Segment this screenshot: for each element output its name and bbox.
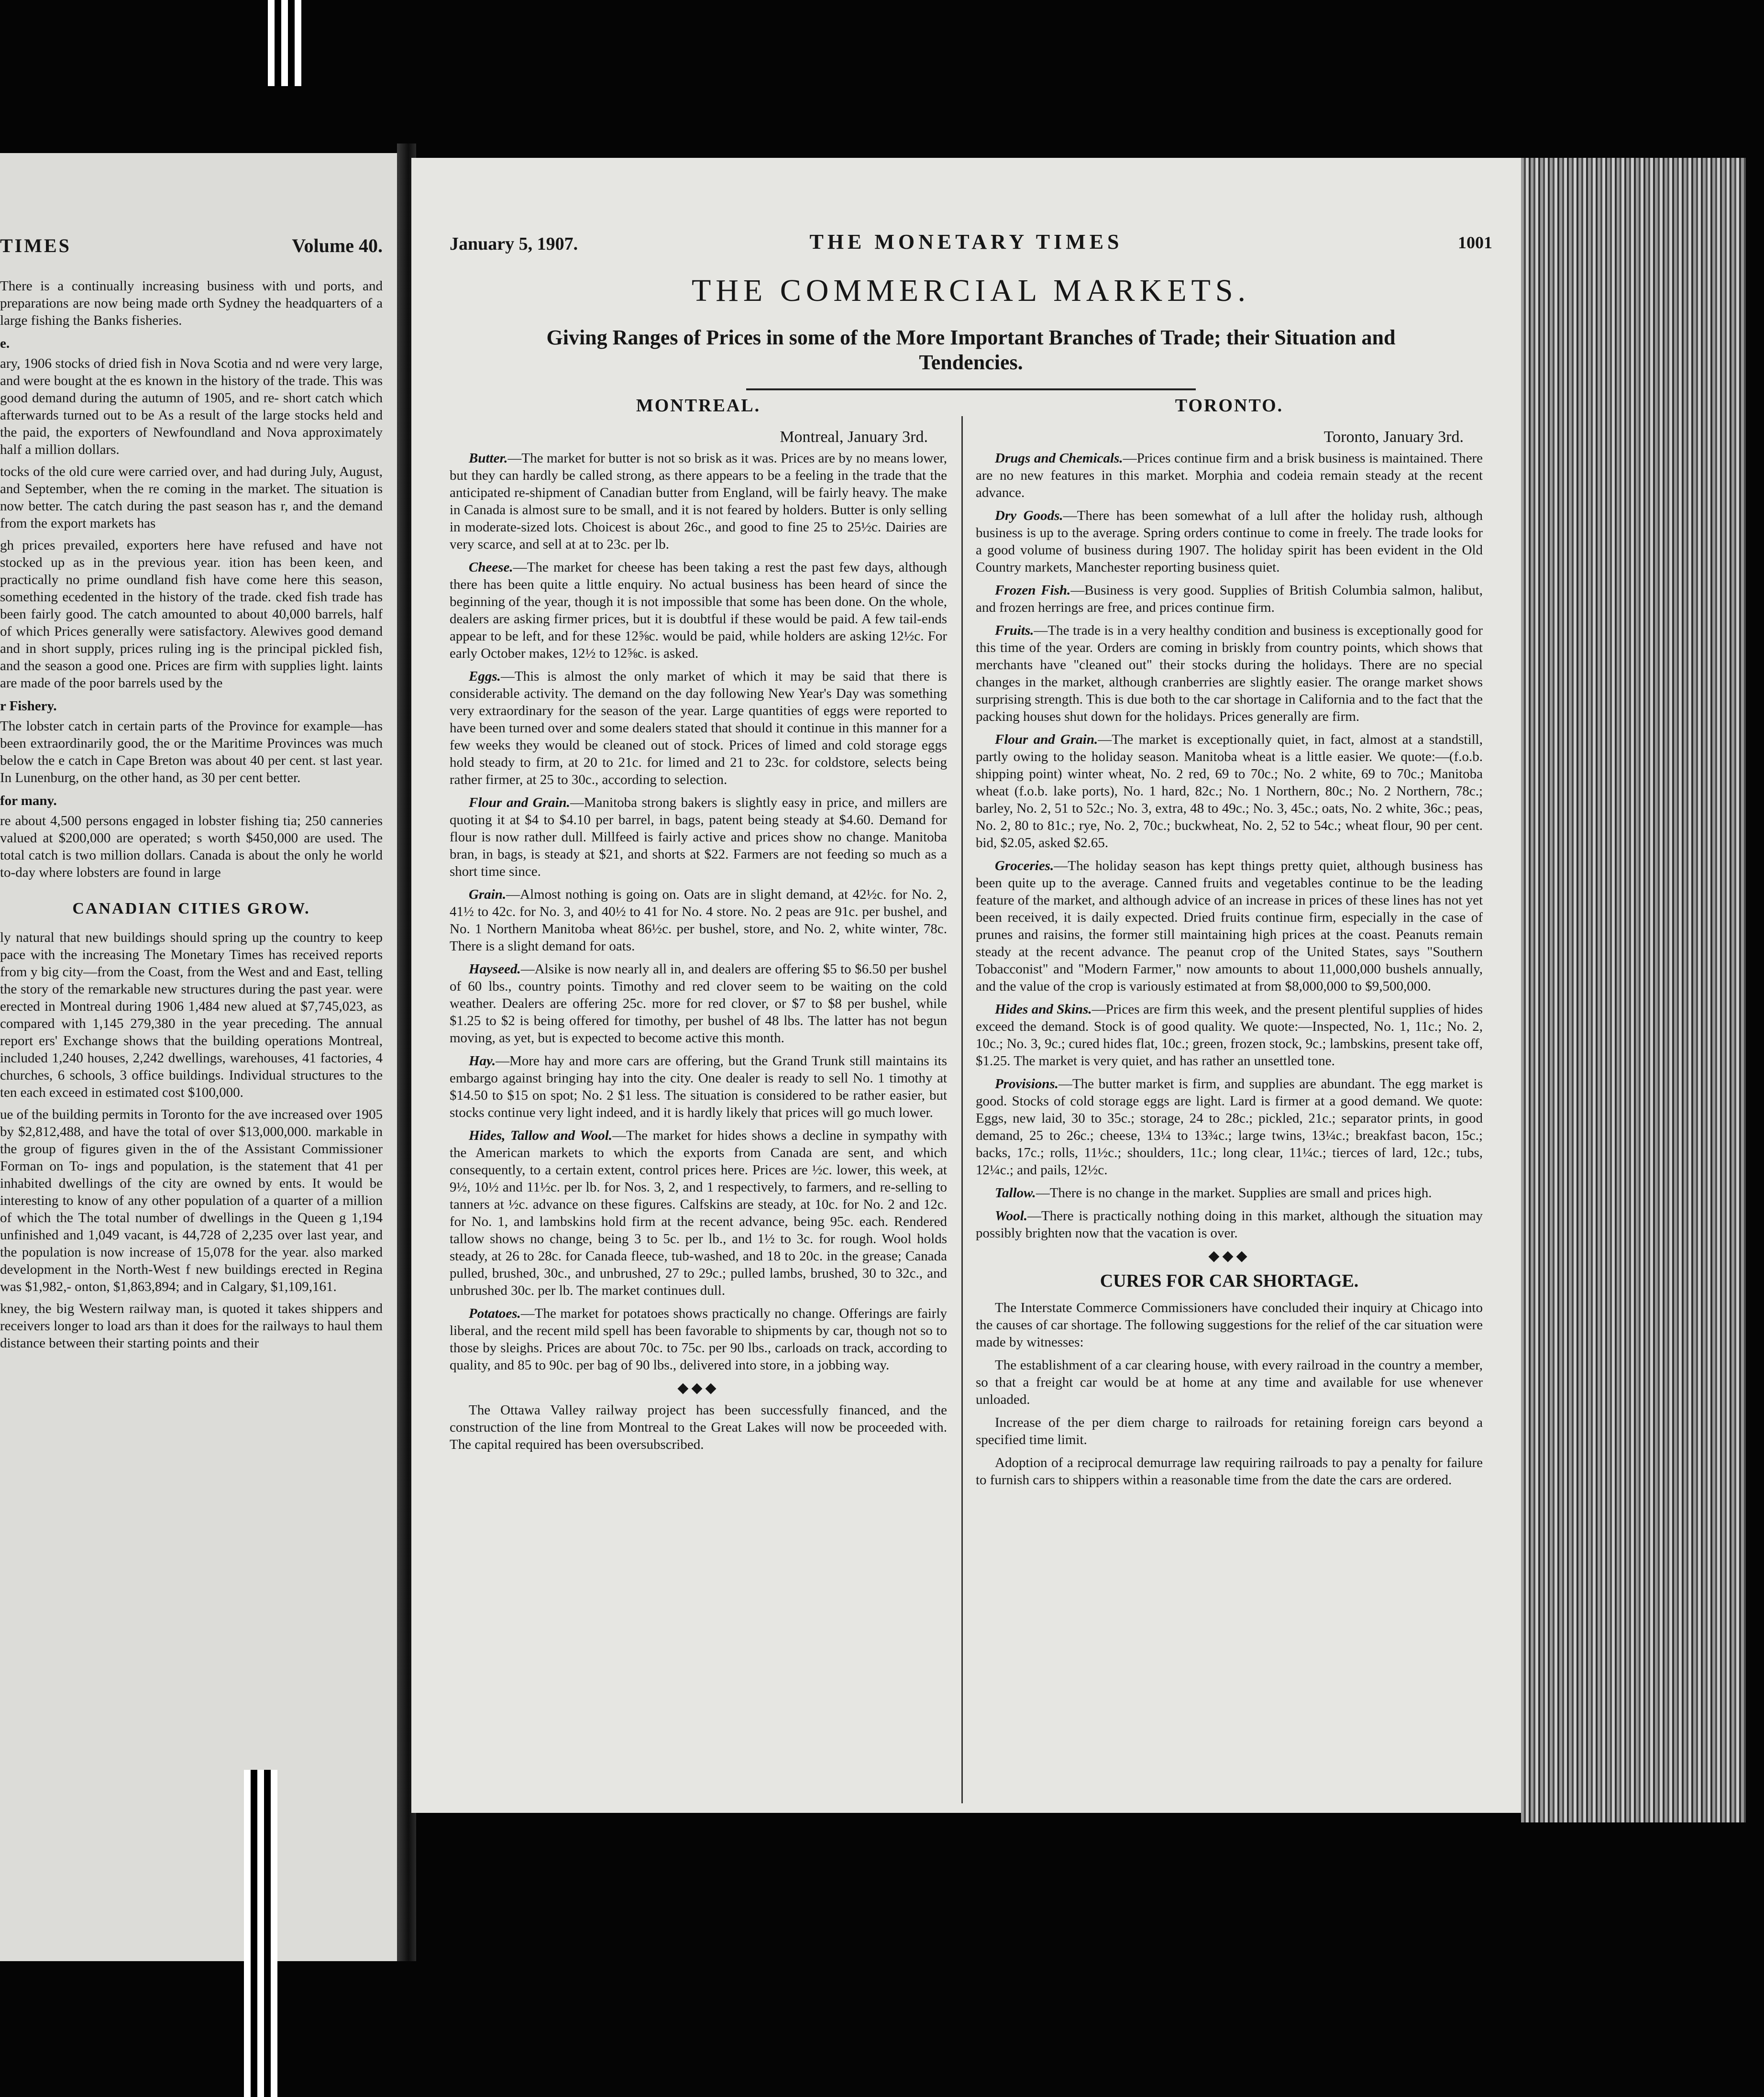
page-number: 1001 bbox=[1458, 233, 1492, 252]
item-text: —The market for butter is not so brisk as it was. Prices are by no means lower, but they can hardly be called strong, as there appears to be a feeling in the trade that the anticipated re-shipment of Canadian butter from England, will be fairly heavy. The make in Canada is almost sure to be small, and it is not feared by holders. Butter is only selling in moderate-sized lots. Choicest is about 26c., and good to fine 25 to 25½c. Dairies are very scarce, and sell at at to 23c. per lb. bbox=[450, 451, 947, 552]
title-rule bbox=[746, 388, 1196, 390]
left-section-title: CANADIAN CITIES GROW. bbox=[72, 900, 310, 917]
running-header bbox=[450, 230, 1492, 254]
market-item bbox=[450, 450, 947, 553]
ornament-divider: ◆◆◆ bbox=[1208, 1248, 1250, 1264]
item-keyword: Fruits. bbox=[995, 623, 1034, 638]
market-item bbox=[976, 1207, 1483, 1242]
item-text: —The market for potatoes shows practically no change. Offerings are fairly liberal, and the recent mild spell has been favorable to shipments by car, though not so to those by sleighs. Prices are about 70c. to 75c. per 90 lbs., carloads on track, according to quality, and 85 to 90c. per bag of 90 lbs., delivered into store, in a jobbing way. bbox=[450, 1306, 947, 1373]
left-header-title: TIMES bbox=[0, 235, 71, 256]
column-divider bbox=[961, 416, 963, 1803]
ottawa-note: The Ottawa Valley railway project has been successfully financed, and the construction of the line from Montreal to the Great Lakes will now be proceeded with. The capital required has been oversubscribed. bbox=[450, 1402, 947, 1452]
toronto-dateline: Toronto, January 3rd. bbox=[1323, 428, 1464, 446]
market-item bbox=[450, 1127, 947, 1299]
item-text: —The market for cheese has been taking a rest the past few days, although there has been quite a little enquiry. No actual business has been heard of since the beginning of the year, though it is not impossible that some has been done. On the whole, dealers are asking firmer prices, but it is doubtful if these would be paid. A few tail-ends appear to be left, and for these 12⅝c. would be paid, while holders are asking 12½c. For early October makes, 12½ to 12⅝c. is asked. bbox=[450, 560, 947, 661]
item-keyword: Hay. bbox=[469, 1053, 496, 1069]
item-keyword: Potatoes. bbox=[469, 1306, 521, 1321]
item-keyword: Eggs. bbox=[469, 669, 501, 684]
montreal-heading: MONTREAL. bbox=[636, 396, 761, 416]
item-text: —There is practically nothing doing in this market, although the situation may possibly brighten now that the vacation is over. bbox=[976, 1208, 1483, 1241]
toronto-heading: TORONTO. bbox=[1175, 396, 1284, 416]
left-paragraph: There is a continually increasing business with und ports, and preparations are now being made orth Sydney the headquarters of a large fishing the Banks fisheries. bbox=[0, 278, 383, 328]
item-keyword: Wool. bbox=[995, 1208, 1027, 1224]
market-item bbox=[976, 1075, 1483, 1179]
item-keyword: Grain. bbox=[469, 887, 507, 902]
item-keyword: Hides and Skins. bbox=[995, 1002, 1092, 1017]
item-text: —The market for hides shows a decline in sympathy with the American markets to which the exports from Canada are sent, and which consequently, to a certain extent, control prices here. Prices are ½c. lower, this week, at 9½, 10½ and 11½c. per lb. for Nos. 3, 2, and 1 respectively, to farmers, and re-selling to tanners at ½c. advance on these figures. Calfskins are steady, at 10c. for No. 2 and 12c. for No. 1, and lambskins hold firm at the recent advance, being 95c. each. Rendered tallow shows no change, being 3 to 5c. per lb., and 1½ to 3c. for rough. Wool holds steady, at 26 to 28c. for Canada fleece, tub-washed, and 18 to 20c. in the grease; Canada pulled, brushed, 30c., and unbrushed, 27 to 29c.; pulled lambs, brushed, 30 to 32c., and unbrushed 30c. per lb. The market continues dull. bbox=[450, 1128, 947, 1298]
item-keyword: Flour and Grain. bbox=[469, 795, 570, 810]
item-text: —Manitoba strong bakers is slightly easy in price, and millers are quoting it at $4 to $4.10 per barrel, in bags, patent being steady at $4.60. Demand for flour is now rather dull. Millfeed is fairly active and prices show no change. Manitoba bran, in bags, is steady at $21, and shorts at $22. Farmers are not feeding so much as a short time since. bbox=[450, 795, 947, 879]
item-text: —Prices are firm this week, and the present plentiful supplies of hides exceed the demand. Stock is of good quality. We quote:—Inspected, No. 1, 11c.; No. 2, 10c.; No. 3, 9c.; cured hides flat, 10c.; green, frozen stock, 9c.; lambskins, present take off, $1.25. The market is very quiet, and has rather an unsettled tone. bbox=[976, 1002, 1483, 1069]
market-item bbox=[450, 559, 947, 662]
item-keyword: Tallow. bbox=[995, 1185, 1036, 1201]
item-text: —The market is exceptionally quiet, in fact, almost at a standstill, partly owing to the holiday season. Manitoba wheat is a little easier. We quote:—(f.o.b. shipping point) winter wheat, No. 2 red, 69 to 70c.; No. 2 white, 69 to 70c.; Manitoba wheat (f.o.b. lake ports), No. 1 hard, 82c.; No. 1 Northern, 80c.; No. 2 Northern, 78c.; barley, No. 2, 51 to 52c.; No. 3, extra, 48 to 49c.; No. 3, 45c.; oats, No. 2 white, 36c.; peas, No. 2, 80 to 81c.; rye, No. 2, 70c.; buckwheat, No. 2, 52 to 54c.; wheat flour, 90 per cent. bid, $2.05, asked $2.65. bbox=[976, 732, 1483, 850]
item-keyword: Frozen Fish. bbox=[995, 583, 1071, 598]
page-subtitle: Giving Ranges of Prices in some of the More Important Branches of Trade; their Situation and Tendencies. bbox=[546, 326, 1396, 374]
right-page bbox=[411, 158, 1521, 1813]
item-text: —Prices continue firm and a brisk business is maintained. There are no new features in this market. Morphia and codeia remain steady at the recent advance. bbox=[976, 451, 1483, 500]
cures-paragraph: Adoption of a reciprocal demurrage law requiring railroads to pay a penalty for failure to furnish cars to shippers within a reasonable time from the date the cars are ordered. bbox=[976, 1455, 1483, 1488]
item-text: —Alsike is now nearly all in, and dealers are offering $5 to $6.50 per bushel of 60 lbs., country points. Timothy and red clover seem to be waiting on the cold weather. Dealers are offering 25c. more for red clover, or $7 to $8 per bushel, while $1.25 to $2 is being offered for timothy, per bushel of 48 lbs. The latter has not begun moving, as yet, but is expected to become active this month. bbox=[450, 961, 947, 1046]
item-text: —The trade is in a very healthy condition and business is exceptionally good for this time of the year. Orders are coming in briskly from country points, which shows that merchants have "cleaned out" their stocks during the holidays. There are no special changes in the market, although cranberries are slightly easier. The orange market shows surprising strength. This is due both to the car shortage in California and to the fact that the packing houses shut down for the holidays. Prices generally are firm. bbox=[976, 623, 1483, 724]
item-keyword: Groceries. bbox=[995, 858, 1054, 873]
market-item bbox=[976, 507, 1483, 576]
market-item bbox=[976, 1184, 1483, 1202]
left-paragraph: tocks of the old cure were carried over, and had during July, August, and September, when the re coming in the market. The situation is now better. The catch during the past season has r, and the demand from the export markets has bbox=[0, 464, 383, 531]
left-paragraph: ary, 1906 stocks of dried fish in Nova Scotia and nd were very large, and were bought at the es known in the history of the trade. This was good demand during the autumn of 1905, and re- short catch which afterwards turned out to be As a result of the large stocks held and the paid, the exporters of Newfoundland and Nova approximately half a million dollars. bbox=[0, 356, 383, 457]
item-text: —Almost nothing is going on. Oats are in slight demand, at 42½c. for No. 2, 41½ to 42c. for No. 3, and 40½ to 41 for No. 4 store. No. 2 peas are 91c. per bushel, and No. 1 Northern Manitoba wheat 86½c. per bushel, store, and No. 2, white winter, 78c. There is a slight demand for oats. bbox=[450, 887, 947, 954]
item-keyword: Hides, Tallow and Wool. bbox=[469, 1128, 613, 1143]
market-item bbox=[976, 857, 1483, 995]
item-text: —There has been somewhat of a lull after the holiday rush, although business is up to the average. Spring orders continue to come in freely. The trade looks for a good volume of business during 1907. The holiday spirit has been evident in the Old Country markets, Manchester reporting business quiet. bbox=[976, 508, 1483, 575]
toronto-column bbox=[976, 397, 1483, 1494]
market-item bbox=[976, 1001, 1483, 1070]
market-item bbox=[450, 794, 947, 880]
item-keyword: Butter. bbox=[469, 451, 508, 466]
book-page-edges bbox=[1521, 158, 1746, 1822]
masthead: THE MONETARY TIMES bbox=[809, 230, 1123, 254]
left-paragraph: The lobster catch in certain parts of the Province for example—has been extraordinarily good, the or the Maritime Provinces was much below the e catch in Cape Breton was about 40 per cent. st last year. In Lunenburg, on the other hand, as 30 per cent better. bbox=[0, 718, 383, 785]
item-text: —The holiday season has kept things pretty quiet, although business has been quite up to the average. Canned fruits and vegetables continue to be the leading feature of the market, and although advice of an increase in prices of these lines has not yet been received, it is daily expected. Dried fruits continue firm, especially in the case of prunes and raisins, the former still maintaining high prices at the coast. Peanuts remain steady at the recent advance. The peanut crop of the United States, says "Southern Tobacconist" and "Modern Farmer," now amounts to about 11,000,000 bushels annually, and the value of the crop is variously estimated at from $8,000,000 to $9,500,000. bbox=[976, 858, 1483, 994]
ornament-divider: ◆◆◆ bbox=[677, 1380, 719, 1396]
market-item bbox=[450, 886, 947, 955]
left-subhead: e. bbox=[0, 336, 10, 351]
item-keyword: Flour and Grain. bbox=[995, 732, 1098, 747]
cures-paragraph: The Interstate Commerce Commissioners have concluded their inquiry at Chicago into the causes of car shortage. The following suggestions for the relief of the car situation were made by witnesses: bbox=[976, 1300, 1483, 1350]
market-item bbox=[450, 1305, 947, 1374]
left-header-volume: Volume 40. bbox=[292, 235, 383, 256]
market-item bbox=[976, 731, 1483, 851]
page-title: THE COMMERCIAL MARKETS. bbox=[691, 273, 1251, 308]
cures-heading: CURES FOR CAR SHORTAGE. bbox=[1100, 1271, 1359, 1291]
film-sprocket-top bbox=[268, 0, 301, 86]
market-item bbox=[450, 1052, 947, 1121]
issue-date: January 5, 1907. bbox=[450, 234, 578, 254]
left-subhead: r Fishery. bbox=[0, 698, 57, 714]
left-page-column bbox=[0, 277, 383, 1357]
cures-paragraph: The establishment of a car clearing house, with every railroad in the country a member, so that a freight car would be at home at any time and available for use whenever unloaded. bbox=[976, 1358, 1483, 1407]
item-text: —The butter market is firm, and supplies are abundant. The egg market is good. Stocks of cold storage eggs are light. Lard is firmer at a good demand. We quote: Eggs, new laid, 30 to 35c.; storage, 24 to 28c.; pickled, 21c.; separator prints, in good demand, 25 to 26c.; cheese, 13¼ to 13¾c.; large twins, 13¼c.; breakfast bacon, 15c.; backs, 17c.; rolls, 11½c.; shoulders, 11c.; long clear, 11¼c.; tierces of lard, 12c.; tubs, 12¼c.; and pails, 12½c. bbox=[976, 1076, 1483, 1178]
item-keyword: Hayseed. bbox=[469, 961, 521, 977]
left-paragraph: ly natural that new buildings should spring up the country to keep pace with the increasing The Monetary Times has received reports from y big city—from the Coast, from the West and and East, telling the story of the remarkable new structures during the past year. were erected in Montreal during 1906 1,484 new alued at $7,745,023, as compared with 1,145 279,380 in the year preceding. The annual report ers' Exchange shows that the building operations Montreal, included 1,240 houses, 2,242 dwellings, warehouses, 41 factories, 4 churches, 6 schools, 3 office buildings. Individual structures to the ten each exceed in estimated cost $100,000. bbox=[0, 930, 383, 1100]
left-subhead: for many. bbox=[0, 793, 57, 808]
item-keyword: Drugs and Chemicals. bbox=[995, 451, 1123, 466]
montreal-dateline: Montreal, January 3rd. bbox=[780, 428, 928, 446]
market-item bbox=[976, 622, 1483, 725]
item-keyword: Dry Goods. bbox=[995, 508, 1063, 523]
left-paragraph: gh prices prevailed, exporters here have refused and have not stocked up as in the previous year. ition has been keen, and practically no prime oundland fish have come here this season, something ecedented in the history of the trade. cked fish trade has been fairly good. The catch amounted to about 40,000 barrels, half of which Prices generally were satisfactory. Alewives good demand and in short supply, prices ruling ing is the principal pickled fish, and the season a good one. Prices are firm with supplies light. laints are made of the poor barrels used by the bbox=[0, 538, 383, 691]
market-item bbox=[976, 450, 1483, 501]
film-sprocket-bottom bbox=[244, 1770, 277, 2097]
item-text: —Business is very good. Supplies of British Columbia salmon, halibut, and frozen herrings are free, and prices continue firm. bbox=[976, 583, 1483, 615]
market-item bbox=[450, 668, 947, 788]
item-keyword: Cheese. bbox=[469, 560, 513, 575]
cures-paragraph: Increase of the per diem charge to railroads for retaining foreign cars beyond a specified time limit. bbox=[976, 1415, 1483, 1447]
montreal-column bbox=[450, 397, 947, 1459]
left-paragraph: re about 4,500 persons engaged in lobster fishing tia; 250 canneries valued at $200,000 are operated; s worth $450,000 are used. The total catch is two million dollars. Canada is about the only he world to-day where lobsters are found in large bbox=[0, 813, 383, 880]
item-text: —More hay and more cars are offering, but the Grand Trunk still maintains its embargo against bringing hay into the city. One dealer is ready to sell No. 1 timothy at $14.50 to $15 on spot; No. 2 $1 less. The situation is considered to be rather easier, but stocks continue very light indeed, and it is hardly likely that prices will go much lower. bbox=[450, 1053, 947, 1120]
item-text: —There is no change in the market. Supplies are small and prices high. bbox=[1036, 1185, 1432, 1201]
item-keyword: Provisions. bbox=[995, 1076, 1058, 1092]
market-item bbox=[450, 960, 947, 1047]
left-paragraph: kney, the big Western railway man, is quoted it takes shippers and receivers longer to load ars than it does for the railways to haul them distance between their starting points and their bbox=[0, 1301, 383, 1351]
left-paragraph: ue of the building permits in Toronto for the ave increased over 1905 by $2,812,488, and have the total of over $13,000,000. markable in the group of figures given in the of the Assistant Commissioner Forman on To- ings and population, is the statement that 41 per inhabited dwellings of the city are owned by ents. It would be interesting to know of any other population of a quarter of a million of which the The total number of dwellings in the Queen g 1,194 unfinished and 1,049 vacant, is 44,728 of 2,235 over last year, and the population is now increase of 15,078 for the year. also marked development in the North-West f new buildings erected in Regina was $1,982,- onton, $1,863,894; and in Calgary, $1,109,161. bbox=[0, 1107, 383, 1294]
market-item bbox=[976, 582, 1483, 616]
item-text: —This is almost the only market of which it may be said that there is considerable activity. The demand on the day following New Year's Day was something very extraordinary for the season of the year. Large quantities of eggs were reported to have been turned over and some dealers stated that should it continue in this manner for a few weeks they would be cleaned out of stock. Prices of limed and cold storage eggs hold steady to firm, at 20 to 21c. for limed and 21 to 23c. for coldstore, selects being rather firmer, at 25 to 30c., according to selection. bbox=[450, 669, 947, 787]
left-page bbox=[0, 153, 402, 1961]
